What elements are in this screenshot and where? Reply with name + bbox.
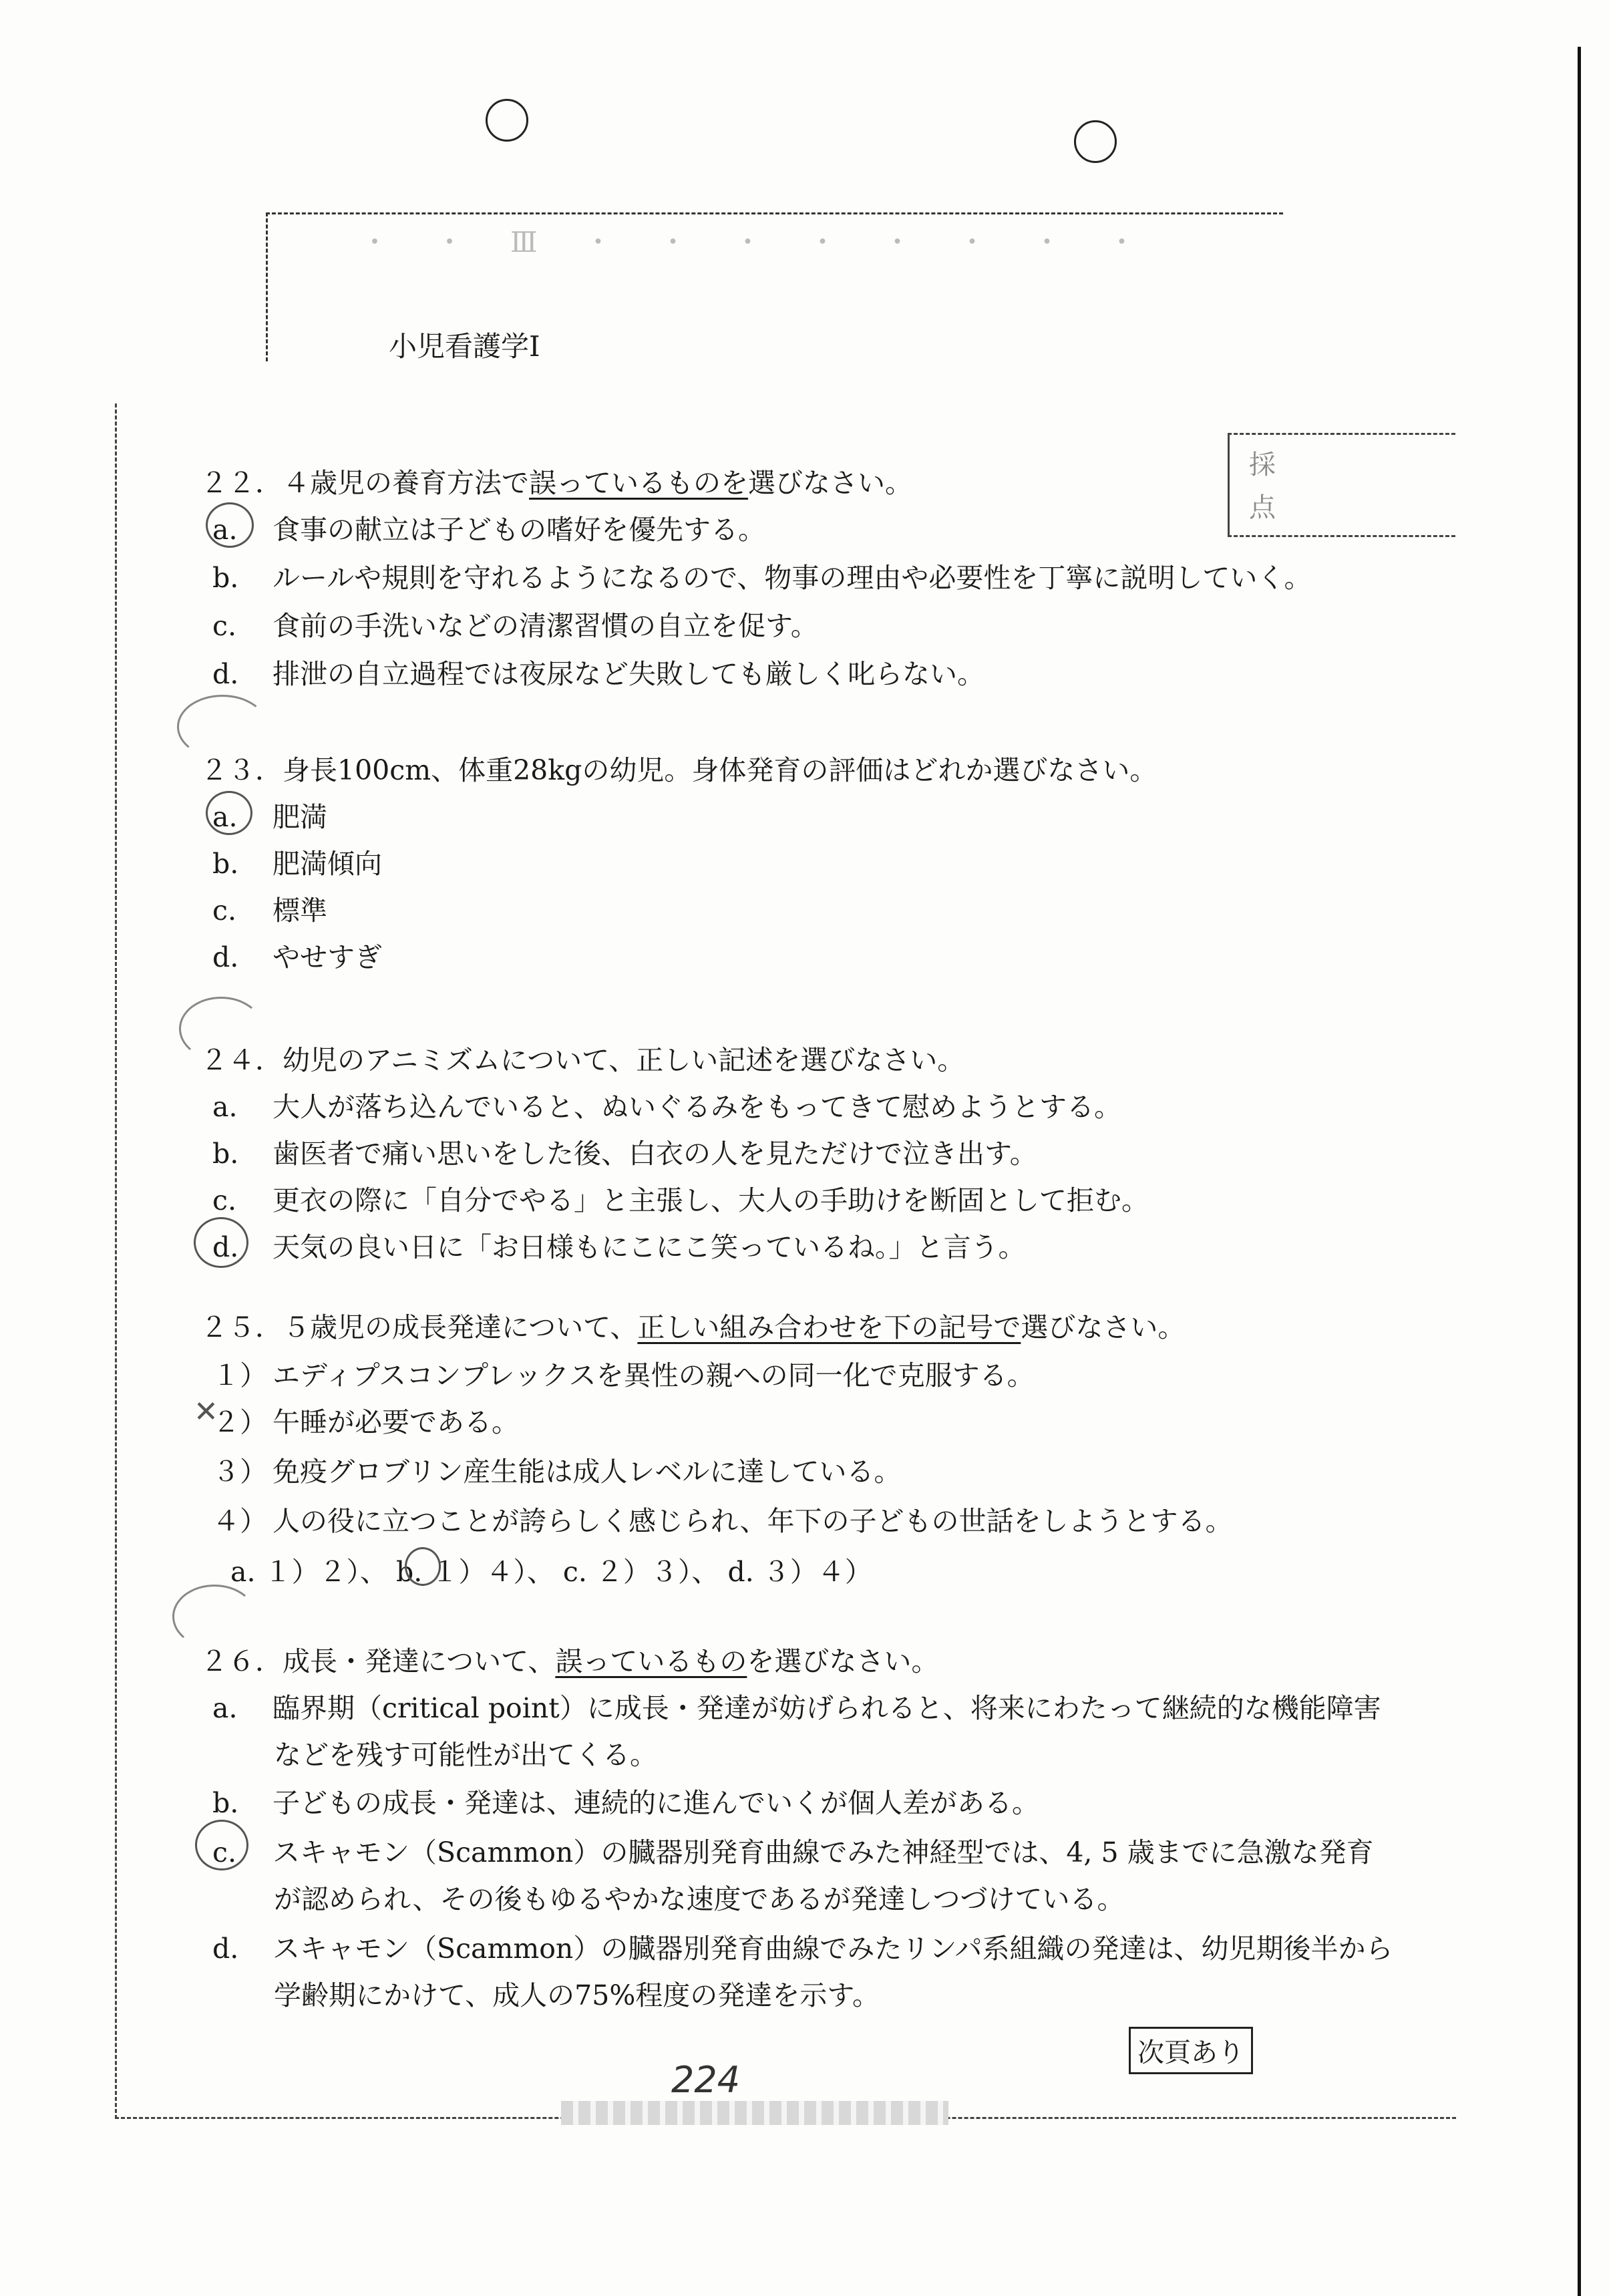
punch-hole-left (486, 99, 528, 142)
question-22-stem: ２２．４歳児の養育方法で誤っているものを選びなさい。 (200, 467, 912, 499)
question-25-stem: ２５．５歳児の成長発達について、正しい組み合わせを下の記号で選びなさい。 (200, 1311, 1186, 1343)
answer-circle-22-a (206, 502, 254, 548)
option-24-b: b. 歯医者で痛い思いをした後、白衣の人を見ただけで泣き出す。 (212, 1138, 1037, 1170)
option-26-c-cont: が認められ、その後もゆるやかな速度であるが発達しつづけている。 (274, 1883, 1125, 1915)
option-22-d: d. 排泄の自立過程では夜尿など失敗しても厳しく叱らない。 (212, 658, 985, 690)
answer-circle-26-c (195, 1820, 248, 1870)
page-number: 224 (671, 2059, 741, 2101)
answer-circle-23-a (206, 791, 252, 835)
next-page-label: 次頁あり (1129, 2027, 1253, 2074)
option-26-a-cont: などを残す可能性が出てくる。 (274, 1739, 657, 1771)
option-23-d: d. やせすぎ (212, 941, 382, 973)
option-22-c: c. 食前の手洗いなどの清潔習慣の自立を促す。 (212, 610, 818, 642)
choices-25: a. １）２）、 b. １）４）、 c. ２）３）、 d. ３）４） (230, 1556, 872, 1588)
item-25-4: ４） 人の役に立つことが誇らしく感じられ、年下の子どもの世話をしようとする。 (212, 1505, 1233, 1537)
score-label-top: 採 (1249, 450, 1276, 480)
page-edge-line (1578, 47, 1581, 2296)
option-22-b: b. ルールや規則を守れるようになるので、物事の理由や必要性を丁寧に説明していく。 (212, 562, 1312, 594)
question-number: ２５． (200, 1311, 283, 1343)
underlined-phrase: 誤っているもの (555, 1645, 747, 1677)
subject-title: 小児看護学Ⅰ (389, 330, 540, 363)
question-number: ２３． (200, 754, 283, 786)
question-number: ２６． (200, 1645, 283, 1677)
footer-faint-text (561, 2101, 948, 2125)
option-23-b: b. 肥満傾向 (212, 848, 382, 880)
item-25-3: ３） 免疫グロブリン産生能は成人レベルに達している。 (212, 1456, 902, 1488)
score-label-bottom: 点 (1249, 492, 1276, 523)
option-24-a: a. 大人が落ち込んでいると、ぬいぐるみをもってきて慰めようとする。 (212, 1091, 1121, 1123)
punch-hole-right (1074, 120, 1117, 163)
option-26-d: d. スキャモン（Scammon）の臓器別発育曲線でみたリンパ系組織の発達は、幼児期後半から (212, 1933, 1393, 1965)
cross-mark-25-2: ✕ (194, 1395, 218, 1429)
item-25-2: ２） 午睡が必要である。 (212, 1406, 519, 1438)
answer-circle-24-d (194, 1217, 248, 1268)
question-26-stem: ２６．成長・発達について、誤っているものを選びなさい。 (200, 1645, 939, 1677)
option-26-d-cont: 学齢期にかけて、成人の75%程度の発達を示す。 (274, 1979, 880, 2011)
option-24-c: c. 更衣の際に「自分でやる」と主張し、大人の手助けを断固として拒む。 (212, 1184, 1149, 1216)
answer-circle-25-b (405, 1547, 441, 1586)
option-23-c: c. 標準 (212, 894, 327, 927)
option-24-d: d. 天気の良い日に「お日様もにこにこ笑っているね。」と言う。 (212, 1231, 1026, 1263)
question-number: ２４． (200, 1044, 283, 1076)
option-26-b: b. 子どもの成長・発達は、連続的に進んでいくが個人差がある。 (212, 1787, 1039, 1819)
option-22-a: a. 食事の献立は子どもの嗜好を優先する。 (212, 514, 765, 546)
option-26-c: c. スキャモン（Scammon）の臓器別発育曲線でみた神経型では、4, 5 歳までに急激な発育 (212, 1836, 1374, 1868)
option-23-a: a. 肥満 (212, 801, 327, 833)
question-number: ２２． (200, 467, 283, 499)
header-faint-text: ・・Ⅲ・・・・・・・・ (361, 226, 1183, 259)
question-23-stem: ２３．身長100cm、体重28kgの幼児。身体発育の評価はどれか選びなさい。 (200, 754, 1157, 786)
question-24-stem: ２４．幼児のアニミズムについて、正しい記述を選びなさい。 (200, 1044, 965, 1076)
underlined-phrase: 誤っているものを (529, 467, 748, 499)
item-25-1: １） エディプスコンプレックスを異性の親への同一化で克服する。 (212, 1359, 1035, 1391)
underlined-phrase: 正しい組み合わせを下の記号で (637, 1311, 1021, 1343)
option-26-a: a. 臨界期（critical point）に成長・発達が妨げられると、将来にわたって継続的な機能障害 (212, 1692, 1381, 1724)
